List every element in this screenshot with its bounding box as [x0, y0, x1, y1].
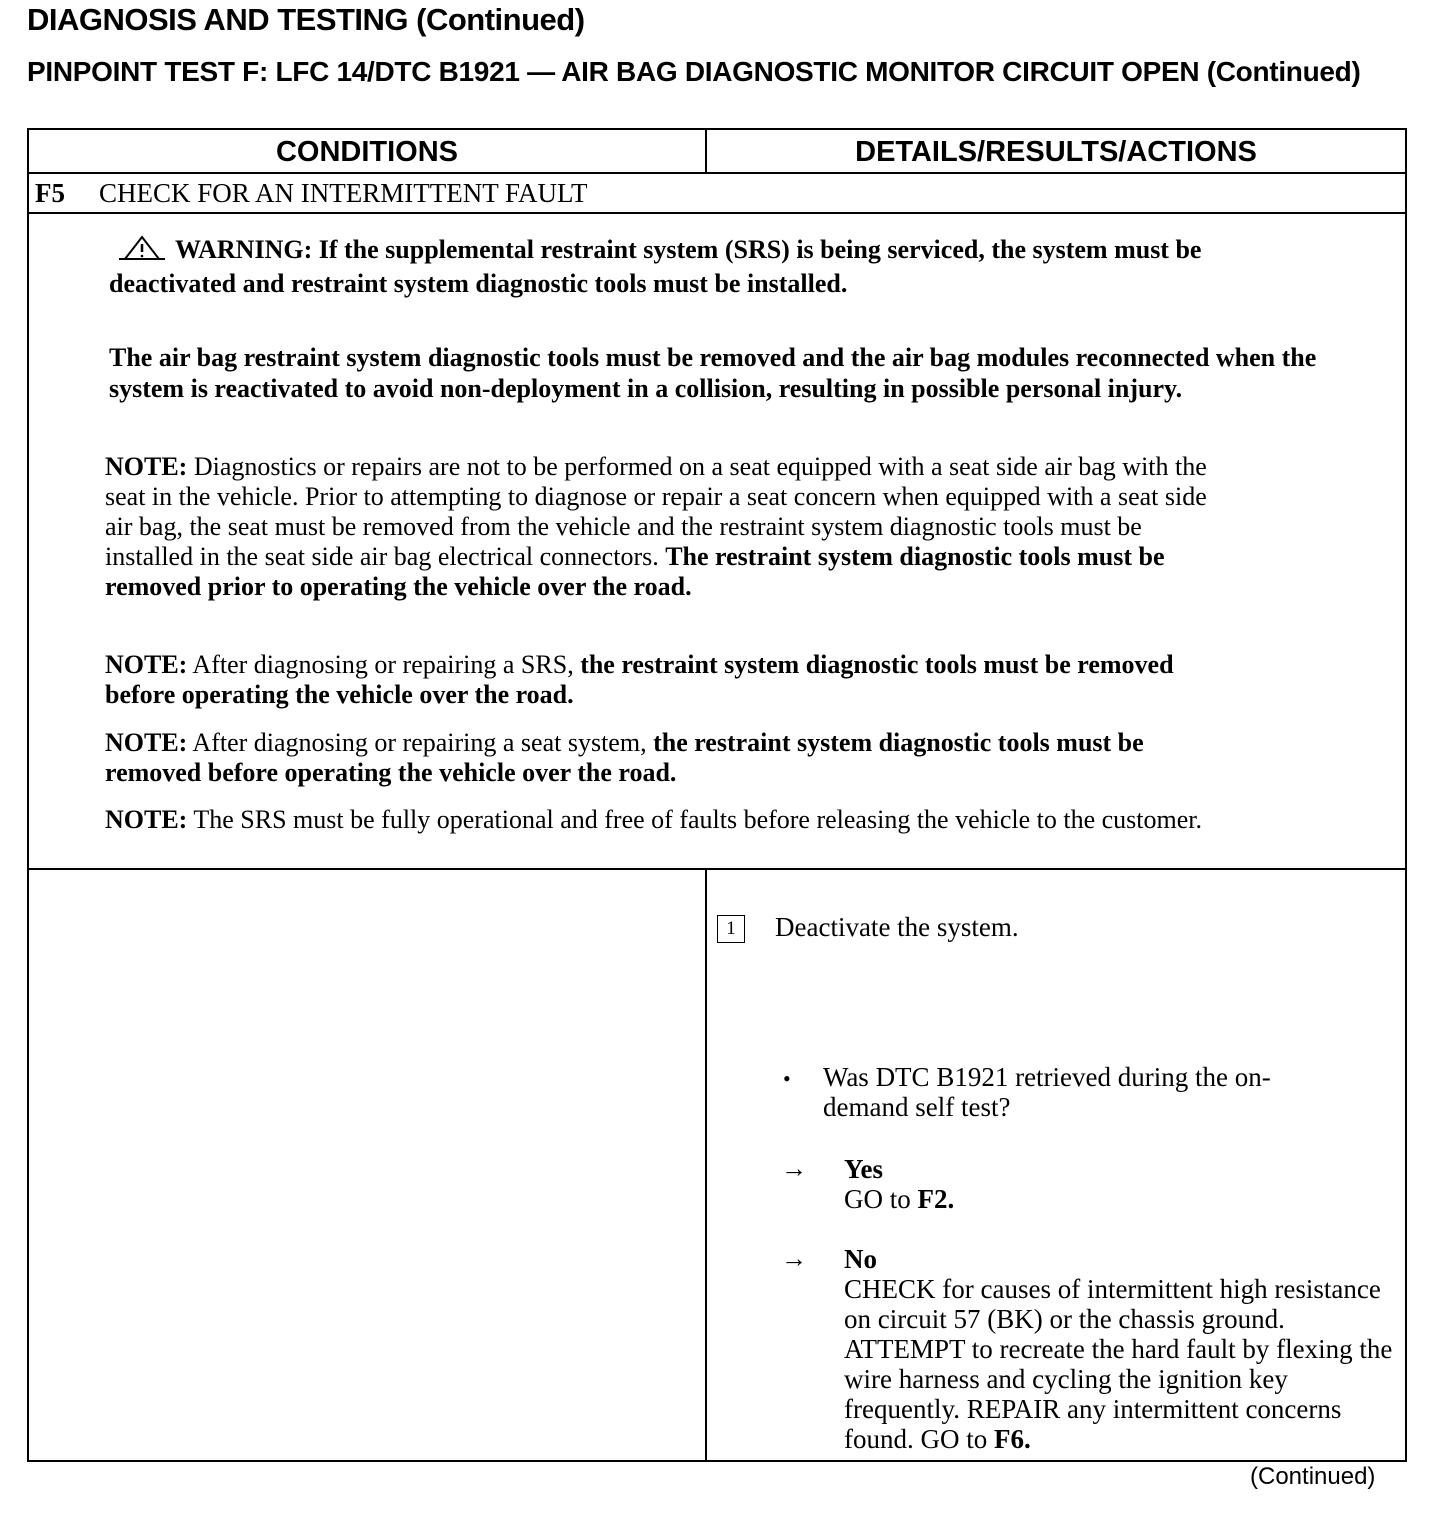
- note-1-text: Diagnostics or repairs are not to be performed on a seat equipped with a seat side air bag with the seat in the vehicle. Prior to attempting to diagnose or repair a seat concern when equipped with a seat side air bag, the seat must be removed from the vehicle and the restraint system diagnostic tools must be installed in the seat side air bag electrical connectors.: [105, 452, 1207, 571]
- note-1-bold: The restraint system diagnostic tools must be removed prior to operating the vehicle over the road.: [105, 542, 1165, 601]
- note-4-text: The SRS must be fully operational and free of faults before releasing the vehicle to the customer.: [193, 805, 1203, 834]
- warning-text-2: The air bag restraint system diagnostic tools must be removed and the air bag modules reconnected when the system is reactivated to avoid non-deployment in a collision, resulting in possible personal injury.: [109, 343, 1317, 403]
- continued-label: (Continued): [1250, 1463, 1376, 1490]
- note-2-bold: the restraint system diagnostic tools must be removed before operating the vehicle over the road.: [105, 650, 1174, 709]
- pinpoint-test-title: PINPOINT TEST F: LFC 14/DTC B1921 — AIR BAG DIAGNOSTIC MONITOR CIRCUIT OPEN (Continued): [27, 56, 1361, 87]
- note-2-text: After diagnosing or repairing a SRS,: [192, 650, 574, 679]
- note-2: [105, 650, 1225, 710]
- yes-label: Yes: [844, 1154, 883, 1184]
- warning-text: WARNING: If the supplemental restraint system (SRS) is being serviced, the system must be deactivated and restraint system diagnostic tools must be installed.: [109, 235, 1202, 298]
- step-row: [35, 178, 588, 209]
- warning-block: [109, 234, 1309, 299]
- note-1: [105, 452, 1225, 602]
- column-header-conditions: CONDITIONS: [275, 136, 459, 168]
- no-response: [844, 1244, 1394, 1454]
- note-label: NOTE:: [105, 728, 188, 757]
- note-3: [105, 728, 1225, 788]
- arrow-right-icon: →: [781, 1154, 807, 1183]
- warning-triangle-icon: [119, 235, 165, 268]
- header-rule: [29, 172, 1405, 174]
- note-3-bold: the restraint system diagnostic tools must be removed before operating the vehicle over the road.: [105, 728, 1144, 787]
- bullet-icon: •: [783, 1066, 791, 1091]
- pinpoint-test-table: [27, 128, 1407, 1462]
- body-divider: [705, 868, 707, 1460]
- no-target: F6.: [994, 1424, 1031, 1454]
- step-number-box: 1: [717, 915, 745, 943]
- step-id: F5: [35, 178, 65, 208]
- note-label: NOTE:: [105, 452, 188, 481]
- note-label: NOTE:: [105, 650, 188, 679]
- action-step-text: Deactivate the system.: [775, 912, 1019, 942]
- no-text: CHECK for causes of intermittent high resistance on circuit 57 (BK) or the chassis ground. ATTEMPT to recreate the hard fault by flexing the wire harness and cycling the ignition key frequently. REPAIR any intermittent concerns found. GO to: [844, 1274, 1393, 1454]
- yes-response: [844, 1154, 1394, 1214]
- step-title: CHECK FOR AN INTERMITTENT FAULT: [99, 178, 588, 208]
- no-label: No: [844, 1244, 877, 1274]
- page-title: DIAGNOSIS AND TESTING (Continued): [27, 2, 585, 37]
- step-rule: [29, 212, 1405, 214]
- column-header-details: DETAILS/RESULTS/ACTIONS: [855, 136, 1257, 168]
- yes-goto: GO to: [844, 1184, 911, 1214]
- arrow-right-icon: →: [781, 1244, 807, 1273]
- test-question: Was DTC B1921 retrieved during the on-demand self test?: [823, 1062, 1271, 1122]
- notes-rule: [29, 868, 1405, 870]
- header-divider: [705, 130, 707, 172]
- note-4: [105, 805, 1225, 835]
- yes-target: F2.: [917, 1184, 955, 1214]
- note-label: NOTE:: [105, 805, 188, 834]
- note-3-text: After diagnosing or repairing a seat system,: [192, 728, 647, 757]
